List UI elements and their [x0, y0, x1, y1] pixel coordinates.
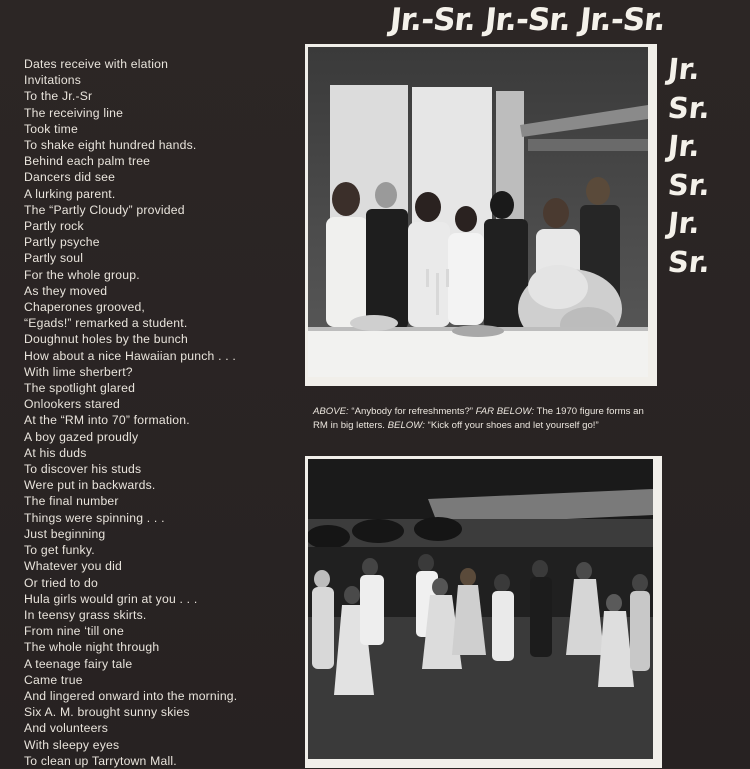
- caption-text: “Kick off your shoes and let yourself go!”: [424, 419, 599, 431]
- caption-text: The 1970 figure forms an RM in big letters.: [313, 406, 644, 431]
- poem-line: At the “RM into 70” formation.: [24, 413, 190, 428]
- poem-line: Partly rock: [24, 219, 84, 234]
- caption-text: “Anybody for refreshments?”: [348, 406, 476, 417]
- poem-line: Partly psyche: [24, 235, 100, 250]
- refreshments-photo: [305, 44, 657, 386]
- dance-floor-photo: [305, 456, 662, 768]
- poem-line: Behind each palm tree: [24, 154, 151, 169]
- poem-line: Invitations: [24, 73, 82, 88]
- caption-label: FAR BELOW:: [475, 406, 535, 417]
- poem-line: With lime sherbert?: [24, 364, 133, 379]
- poem-line: Were put in backwards.: [24, 478, 156, 493]
- side-label: Sr.: [666, 167, 712, 202]
- poem-line: Six A. M. brought sunny skies: [24, 705, 190, 720]
- side-label: Jr.: [666, 52, 702, 86]
- poem-line: Chaperones grooved,: [24, 300, 146, 315]
- poem-line: Just beginning: [24, 526, 106, 541]
- poem-line: The whole night through: [24, 640, 160, 655]
- poem-line: How about a nice Hawaiian punch . . .: [24, 348, 236, 363]
- poem-line: With sleepy eyes: [24, 737, 120, 752]
- page-heading: Jr.-Sr. Jr.-Sr. Jr.-Sr.: [388, 2, 667, 38]
- poem-line: Or tried to do: [24, 575, 98, 590]
- caption-label: ABOVE:: [313, 406, 349, 417]
- poem-line: Came true: [24, 672, 83, 687]
- poem-line: To clean up Tarrytown Mall.: [24, 753, 177, 768]
- poem-line: As they moved: [24, 283, 108, 298]
- poem-line: Whatever you did: [24, 559, 123, 574]
- side-label: Jr.: [666, 206, 702, 240]
- poem-line: Dancers did see: [24, 170, 116, 185]
- poem-line: Dates receive with elation: [24, 57, 169, 71]
- side-label: Jr.: [666, 129, 702, 163]
- poem-line: The spotlight glared: [24, 381, 136, 396]
- poem-line: To get funky.: [24, 543, 95, 558]
- poem-line: A teenage fairy tale: [24, 656, 133, 671]
- poem-line: Partly soul: [24, 251, 84, 266]
- side-labels: [668, 50, 750, 281]
- poem-line: Onlookers stared: [24, 397, 121, 412]
- poem-line: The final number: [24, 494, 119, 509]
- poem-line: The receiving line: [24, 105, 124, 120]
- poem-line: The “Partly Cloudy” provided: [24, 202, 185, 217]
- poem-line: A boy gazed proudly: [24, 429, 139, 444]
- side-label: Sr.: [666, 90, 712, 125]
- poem: [24, 56, 299, 769]
- poem-line: To discover his studs: [24, 462, 142, 477]
- poem-line: “Egads!” remarked a student.: [24, 316, 188, 331]
- poem-line: Doughnut holes by the bunch: [24, 332, 188, 347]
- poem-line: And lingered onward into the morning.: [24, 688, 238, 703]
- poem-line: And volunteers: [24, 721, 109, 736]
- poem-line: Took time: [24, 121, 78, 136]
- poem-line: To shake eight hundred hands.: [24, 138, 197, 153]
- poem-line: A lurking parent.: [24, 186, 116, 201]
- poem-line: At his duds: [24, 445, 87, 460]
- poem-line: Things were spinning . . .: [24, 510, 165, 525]
- poem-line: From nine ‘till one: [24, 624, 124, 639]
- poem-line: In teensy grass skirts.: [24, 607, 147, 622]
- photo-caption: [313, 405, 661, 432]
- poem-line: To the Jr.-Sr: [24, 89, 93, 104]
- caption-label: BELOW:: [387, 419, 425, 431]
- side-label: Sr.: [666, 244, 712, 279]
- poem-line: For the whole group.: [24, 267, 140, 282]
- poem-line: Hula girls would grin at you . . .: [24, 591, 198, 606]
